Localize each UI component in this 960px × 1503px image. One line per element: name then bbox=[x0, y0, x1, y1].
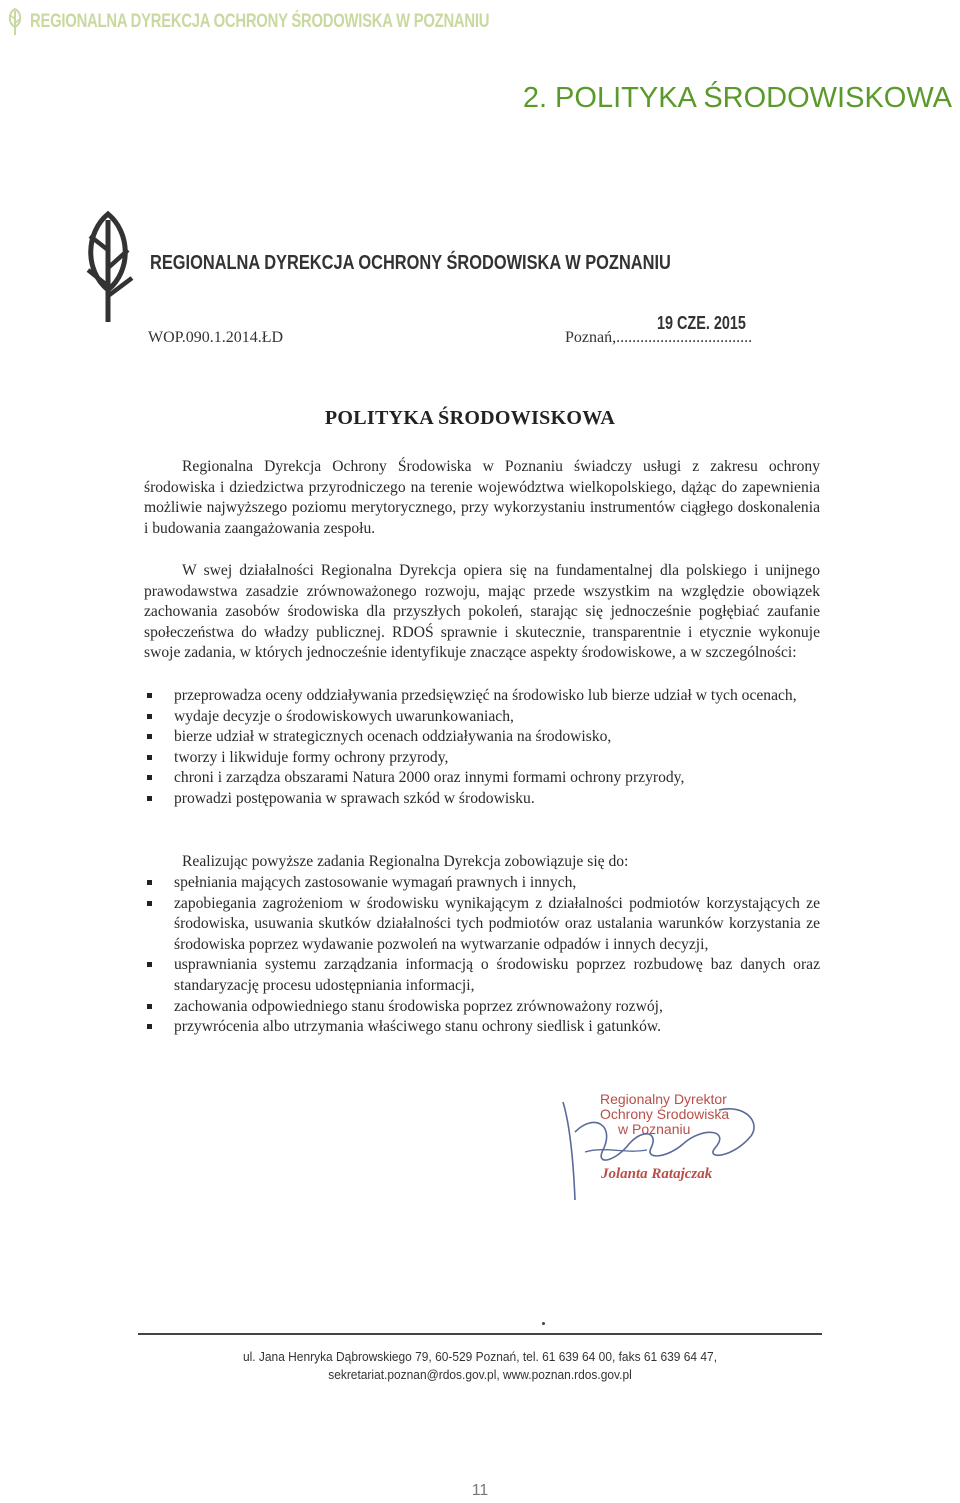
reference-number: WOP.090.1.2014.ŁD bbox=[148, 329, 284, 346]
footer-address: ul. Jana Henryka Dąbrowskiego 79, 60-529 Poznań, tel. 61 639 64 00, faks 61 639 64 47, bbox=[242, 1349, 718, 1364]
list-item: chroni i zarządza obszarami Natura 2000 oraz innymi formami ochrony przyrody, bbox=[144, 768, 820, 789]
paragraph-1: Regionalna Dyrekcja Ochrony Środowiska w Poznaniu świadczy usługi z zakresu ochrony środowiska i dziedzictwa przyrodniczego na terenie województwa wielkopolskiego, dążąc do zapewnienia możliwie najwyższego poziomu merytorycznego, przy wykorzystaniu instrumentów ciągłego doskonalenia i budowania zaangażowania zespołu. bbox=[144, 458, 820, 537]
list-item: wydaje decyzje o środowiskowych uwarunkowaniach, bbox=[144, 707, 820, 728]
signature-icon bbox=[555, 1092, 765, 1212]
list-item: tworzy i likwiduje formy ochrony przyrody, bbox=[144, 748, 820, 769]
document-title bbox=[0, 407, 960, 430]
date-stamp: 19 CZE. 2015 bbox=[657, 313, 746, 333]
stamp-line: Regionalny Dyrektor bbox=[600, 1091, 727, 1107]
list-item: usprawniania systemu zarządzania informacją o środowisku poprzez rozbudowę baz danych oraz standaryzację procesu udostępniania informacji, bbox=[144, 955, 820, 996]
stamp-line: w Poznaniu bbox=[618, 1121, 691, 1137]
list-item: przeprowadza oceny oddziaływania przedsięwzięć na środowisko lub bierze udział w tych ocenach, bbox=[144, 686, 820, 707]
scan-dot bbox=[542, 1322, 545, 1325]
paragraph-2: W swej działalności Regionalna Dyrekcja opiera się na fundamentalnej dla polskiego i unijnego prawodawstwa zasadzie zrównoważonego rozwoju, mając przede wszystkim na względzie obowiązek zachowania zasobów środowiska dla przyszłych pokoleń, starając się jednocześnie pogłębiać zaufanie społeczeństwa do władzy publicznej. RDOŚ sprawnie i skutecznie, transparentnie i etycznie wykonuje swoje zadania, w których jednocześnie identyfikuje znaczące aspekty środowiskowe, a w szczególności: bbox=[144, 562, 820, 662]
section-title: 2. POLITYKA ŚRODOWISKOWA bbox=[522, 82, 952, 114]
header-org-name: REGIONALNA DYREKCJA OCHRONY ŚRODOWISKA W POZNANIU bbox=[30, 11, 490, 32]
list-item: przywrócenia albo utrzymania właściwego stanu ochrony siedlisk i gatunków. bbox=[144, 1017, 820, 1038]
rdos-logo-icon bbox=[78, 210, 138, 328]
footer-divider bbox=[138, 1333, 822, 1335]
letter-footer bbox=[0, 1348, 960, 1384]
list-item: prowadzi postępowania w sprawach szkód w środowisku. bbox=[144, 789, 820, 810]
list-item: spełniania mających zastosowanie wymagań prawnych i innych, bbox=[144, 873, 820, 894]
commitments-list bbox=[144, 873, 820, 1038]
list-item: zachowania odpowiedniego stanu środowiska poprzez zrównoważony rozwój, bbox=[144, 997, 820, 1018]
paragraph-3: Realizując powyższe zadania Regionalna Dyrekcja zobowiązuje się do: bbox=[182, 853, 629, 870]
letterhead-org-name: REGIONALNA DYREKCJA OCHRONY ŚRODOWISKA W POZNANIU bbox=[150, 252, 671, 274]
list-item: zapobiegania zagrożeniom w środowisku wynikającym z działalności podmiotów korzystających ze środowiska, usuwania skutków działalności tych podmiotów oraz ustalania warunków korzystania ze środowiska poprzez wydawanie pozwoleń na wytwarzanie odpadów i innych decyzji, bbox=[144, 894, 820, 956]
page-number: 11 bbox=[471, 1482, 489, 1499]
place-and-date: Poznań,.................................. bbox=[565, 329, 753, 346]
list-item: bierze udział w strategicznych ocenach oddziaływania na środowisko, bbox=[144, 727, 820, 748]
document-title-text: POLITYKA ŚRODOWISKOWA bbox=[324, 407, 616, 429]
stamp-line: Ochrony Środowiska bbox=[600, 1106, 730, 1122]
footer-contact: sekretariat.poznan@rdos.gov.pl, www.poznan.rdos.gov.pl bbox=[328, 1367, 632, 1382]
activities-list bbox=[144, 686, 820, 810]
stamp-name: Jolanta Ratajczak bbox=[601, 1166, 713, 1182]
